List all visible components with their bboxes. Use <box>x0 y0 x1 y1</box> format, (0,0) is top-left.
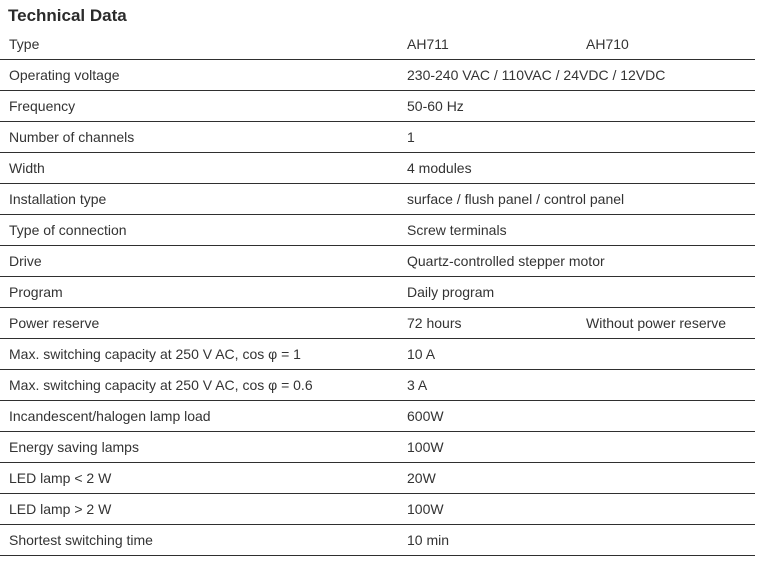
technical-data-table <box>0 29 755 556</box>
row-label: Max. switching capacity at 250 V AC, cos φ = 0.6 <box>9 377 313 393</box>
row-value: 50-60 Hz <box>407 98 464 114</box>
table-row <box>0 122 755 153</box>
row-label: Power reserve <box>9 315 100 331</box>
table-row <box>0 339 755 370</box>
row-label: Energy saving lamps <box>9 439 139 455</box>
row-label: Incandescent/halogen lamp load <box>9 408 211 424</box>
row-value: Quartz-controlled stepper motor <box>407 253 605 269</box>
row-value-ah710: Without power reserve <box>586 315 727 331</box>
row-value: 230-240 VAC / 110VAC / 24VDC / 12VDC <box>407 67 666 83</box>
table-row <box>0 370 755 401</box>
table-row <box>0 432 755 463</box>
row-label: Width <box>9 160 45 176</box>
table-row <box>0 153 755 184</box>
row-label: Installation type <box>9 191 107 207</box>
row-label: Frequency <box>9 98 76 114</box>
row-value: 1 <box>407 129 415 145</box>
row-value-ah711: 72 hours <box>407 315 462 331</box>
page-title: Technical Data <box>8 6 127 25</box>
row-value-ah710: AH710 <box>586 36 629 52</box>
row-value: 100W <box>407 439 444 455</box>
row-label: LED lamp < 2 W <box>9 470 112 486</box>
row-label: Number of channels <box>9 129 135 145</box>
table-row <box>0 215 755 246</box>
table-row <box>0 246 755 277</box>
row-value: 600W <box>407 408 444 424</box>
row-value: 10 A <box>407 346 436 362</box>
table-row <box>0 184 755 215</box>
row-label: Operating voltage <box>9 67 120 83</box>
row-label: Shortest switching time <box>9 532 153 548</box>
row-label: Drive <box>9 253 42 269</box>
table-row <box>0 525 755 556</box>
row-label: Max. switching capacity at 250 V AC, cos φ = 1 <box>9 346 301 362</box>
table-row <box>0 91 755 122</box>
row-value: 20W <box>407 470 436 486</box>
row-label: Program <box>9 284 63 300</box>
table-row <box>0 308 755 339</box>
row-value: 10 min <box>407 532 450 548</box>
table-row <box>0 60 755 91</box>
row-value: 4 modules <box>407 160 472 176</box>
row-value: Daily program <box>407 284 495 300</box>
table-row <box>0 401 755 432</box>
row-value: 100W <box>407 501 444 517</box>
row-label: Type <box>9 36 40 52</box>
row-value: surface / flush panel / control panel <box>407 191 625 207</box>
row-value-ah711: AH711 <box>407 36 449 52</box>
table-row <box>0 494 755 525</box>
row-value: 3 A <box>407 377 428 393</box>
table-row <box>0 29 755 60</box>
row-label: Type of connection <box>9 222 127 238</box>
row-label: LED lamp > 2 W <box>9 501 112 517</box>
table-row <box>0 463 755 494</box>
row-value: Screw terminals <box>407 222 507 238</box>
table-row <box>0 277 755 308</box>
